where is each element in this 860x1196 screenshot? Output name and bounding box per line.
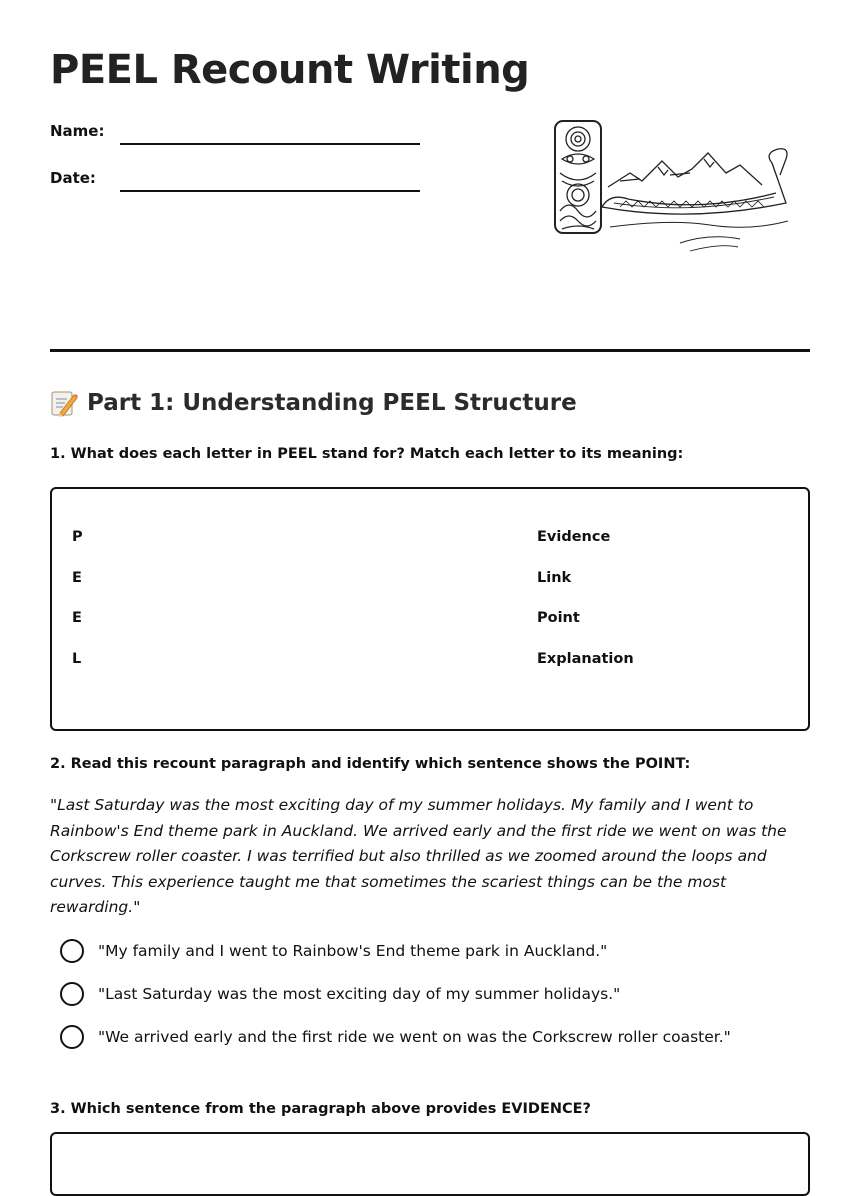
name-label: Name: [50,122,105,140]
match-letter[interactable]: E [72,610,82,626]
match-meaning[interactable]: Point [537,610,580,626]
recount-passage: "Last Saturday was the most exciting day of my summer holidays. My family and I went to Rainbow's End theme park in Auckland. We arrived early and the first ride we went on was the Corkscrew roller coaster. I was terrified but also thrilled as we zoomed around the loops and curves. This experience taught me that sometimes the scariest things can be the most rewarding." [50,796,787,916]
part1-title: Part 1: Understanding PEEL Structure [87,390,577,416]
option-label: "My family and I went to Rainbow's End theme park in Auckland." [98,942,608,960]
answer-option[interactable] [60,939,607,963]
match-letter[interactable]: E [72,570,82,586]
name-field[interactable] [120,143,420,145]
answer-box[interactable] [50,1132,810,1196]
memo-pencil-icon [50,389,78,417]
worksheet-title: PEEL Recount Writing [50,47,530,93]
match-letter[interactable]: P [72,529,83,545]
question-2: 2. Read this recount paragraph and identify which sentence shows the POINT: [50,756,691,772]
part1-heading [50,389,577,417]
match-meaning[interactable]: Link [537,570,572,586]
answer-option[interactable] [60,1025,731,1049]
radio-button[interactable] [60,939,84,963]
option-label: "We arrived early and the first ride we went on was the Corkscrew roller coaster." [98,1028,731,1046]
question-3: 3. Which sentence from the paragraph above provides EVIDENCE? [50,1101,591,1117]
match-letter[interactable]: L [72,651,82,667]
option-label: "Last Saturday was the most exciting day of my summer holidays." [98,985,621,1003]
radio-button[interactable] [60,1025,84,1049]
question-1: 1. What does each letter in PEEL stand for? Match each letter to its meaning: [50,446,684,462]
maori-waka-illustration [550,115,795,260]
match-meaning[interactable]: Explanation [537,651,634,667]
section-divider [50,349,810,352]
matching-box [50,487,810,731]
date-label: Date: [50,169,96,187]
match-meaning[interactable]: Evidence [537,529,611,545]
radio-button[interactable] [60,982,84,1006]
answer-option[interactable] [60,982,620,1006]
date-field[interactable] [120,190,420,192]
